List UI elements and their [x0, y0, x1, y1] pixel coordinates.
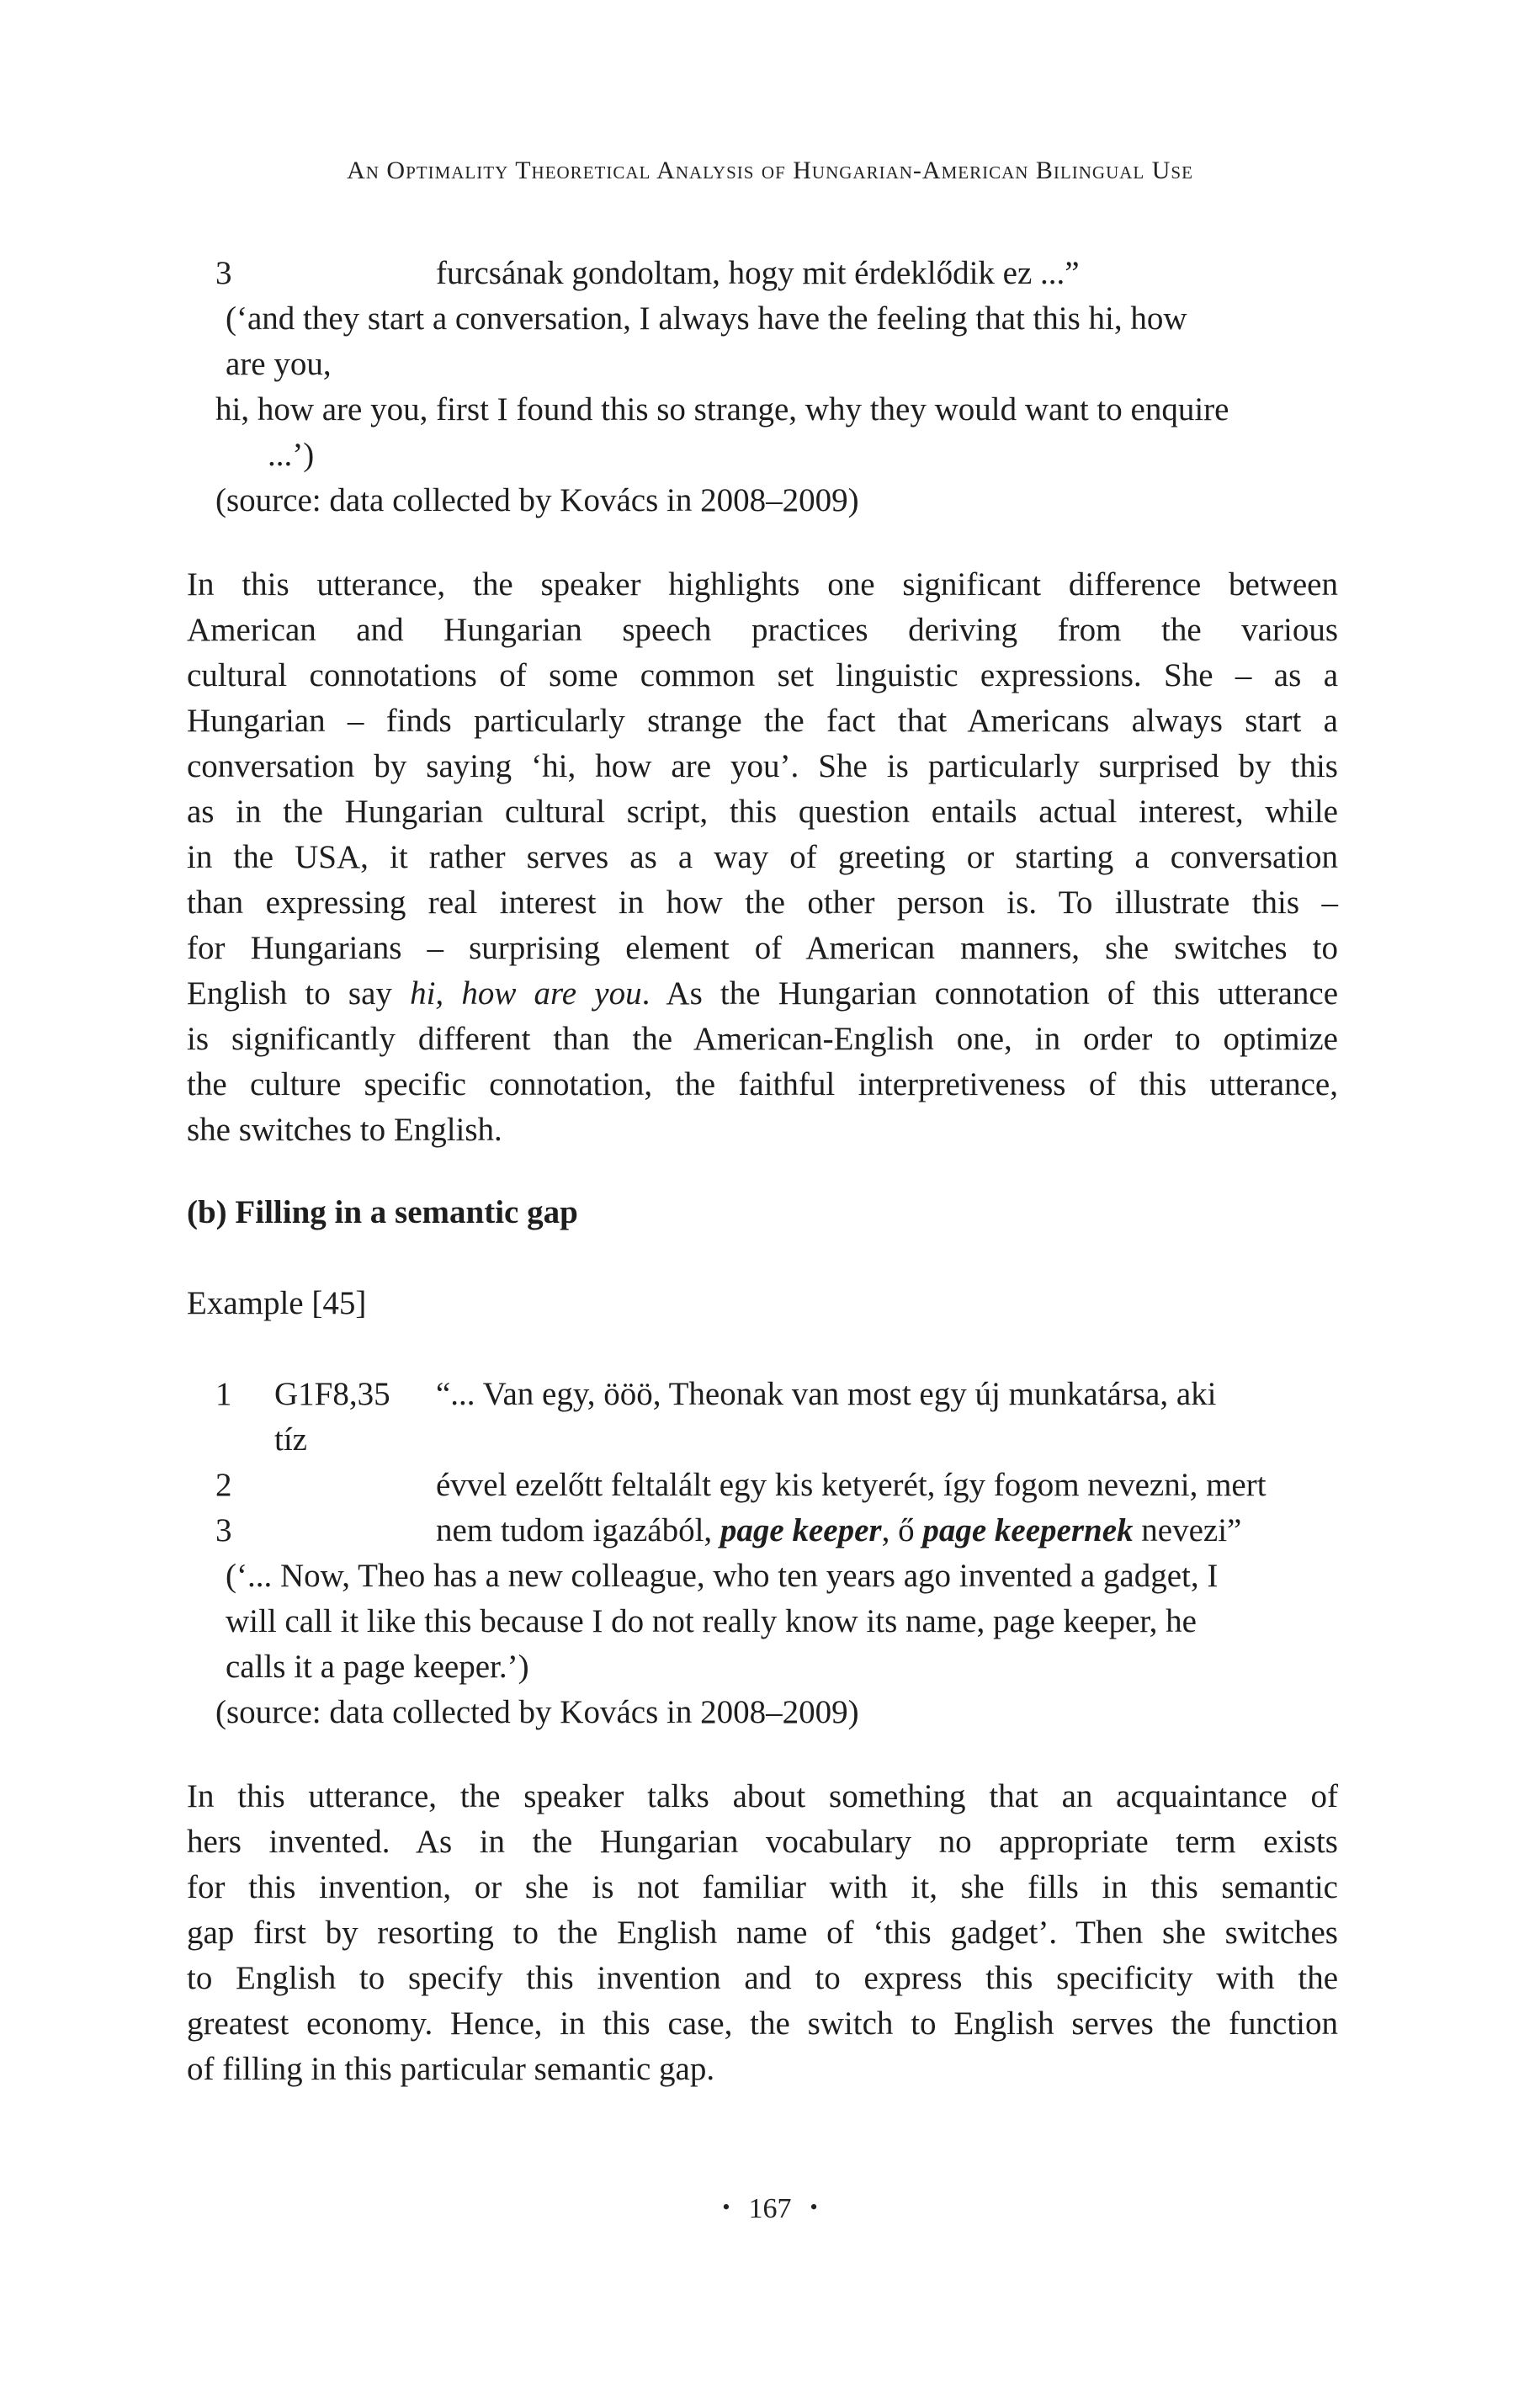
paragraph-line: hers invented. As in the Hungarian vocabulary no appropriate term exists — [187, 1824, 1338, 1860]
paragraph-line: greatest economy. Hence, in this case, the switch to English serves the function — [187, 2005, 1338, 2042]
bold-italic-term: page keepernek — [922, 1512, 1134, 1548]
bold-italic-term: page keeper — [720, 1512, 882, 1548]
transcript-top — [187, 251, 1338, 523]
paragraph-line: of filling in this particular semantic gap. — [187, 2051, 715, 2087]
paragraph-line — [187, 971, 1338, 1017]
text-span: . As the Hungarian connotation of this utterance — [641, 975, 1339, 1012]
paragraph-line: she switches to English. — [187, 1112, 502, 1148]
text-span: nem tudom igazából, — [436, 1512, 720, 1548]
italic-quote: hi, how are you — [410, 975, 642, 1012]
paragraph-line: In this utterance, the speaker talks about something that an acquaintance of — [187, 1778, 1338, 1814]
paragraph-line: conversation by saying ‘hi, how are you’. She is particularly surprised by this — [187, 748, 1338, 784]
page-number-value: 167 — [748, 2193, 792, 2224]
translation-line: ...’) — [268, 437, 315, 473]
page-number — [0, 2193, 1540, 2225]
bullet-ornament-icon: • — [810, 2195, 818, 2219]
paragraph-line: to English to specify this invention and to express this specificity with the — [187, 1960, 1338, 1996]
transcript-line — [187, 1463, 1338, 1508]
section-heading: (b) Filling in a semantic gap — [187, 1194, 578, 1230]
speaker-code: G1F8,35 — [274, 1376, 390, 1412]
paragraph-line: Hungarian – finds particularly strange the fact that Americans always start a — [187, 703, 1338, 739]
utterance-text: furcsának gondoltam, hogy mit érdeklődik ez ...” — [436, 255, 1080, 291]
line-number: 2 — [215, 1467, 232, 1503]
paragraph-line: gap first by resorting to the English name of ‘this gadget’. Then she switches — [187, 1915, 1338, 1951]
line-number: 3 — [215, 255, 232, 291]
text-span: English to say — [187, 975, 411, 1012]
body-paragraph-1 — [187, 562, 1338, 1153]
paragraph-line: is significantly different than the American-English one, in order to optimize — [187, 1021, 1338, 1057]
utterance-text: “... Van egy, ööö, Theonak van most egy új munkatársa, aki — [436, 1376, 1217, 1412]
text-span: , ő — [881, 1512, 923, 1548]
example-label: Example [45] — [187, 1285, 367, 1321]
line-number: 3 — [215, 1512, 232, 1548]
paragraph-line: In this utterance, the speaker highlights one significant difference between — [187, 566, 1338, 603]
transcript-bottom — [187, 1372, 1338, 1735]
paragraph-line: as in the Hungarian cultural script, this question entails actual interest, while — [187, 794, 1338, 830]
running-head: An Optimality Theoretical Analysis of Hungarian-American Bilingual Use — [347, 157, 1193, 184]
paragraph-line: cultural connotations of some common set linguistic expressions. She – as a — [187, 657, 1338, 693]
bullet-ornament-icon: • — [722, 2195, 730, 2219]
paragraph-line: the culture specific connotation, the faithful interpretiveness of this utterance, — [187, 1066, 1338, 1102]
line-number: 1 — [215, 1376, 232, 1412]
translation-line: (‘... Now, Theo has a new colleague, who ten years ago invented a gadget, I — [226, 1558, 1219, 1594]
source-citation: (source: data collected by Kovács in 2008–2009) — [215, 1694, 859, 1730]
translation-line: will call it like this because I do not really know its name, page keeper, he — [226, 1603, 1197, 1639]
translation-line: are you, — [226, 346, 332, 382]
paragraph-line: American and Hungarian speech practices deriving from the various — [187, 612, 1338, 648]
translation-line: hi, how are you, first I found this so strange, why they would want to enquire — [215, 391, 1229, 428]
paragraph-line: than expressing real interest in how the other person is. To illustrate this – — [187, 884, 1338, 921]
translation-line: (‘and they start a conversation, I always have the feeling that this hi, how — [226, 300, 1187, 337]
transcript-line — [187, 1372, 1338, 1417]
utterance-text — [436, 1508, 1241, 1554]
body-paragraph-2 — [187, 1774, 1338, 2092]
text-span: nevezi” — [1133, 1512, 1242, 1548]
paragraph-line: in the USA, it rather serves as a way of greeting or starting a conversation — [187, 839, 1338, 875]
paragraph-line: for Hungarians – surprising element of American manners, she switches to — [187, 930, 1338, 966]
transcript-line — [187, 1417, 1338, 1463]
translation-line: calls it a page keeper.’) — [226, 1649, 529, 1685]
transcript-line — [187, 251, 1338, 296]
source-citation: (source: data collected by Kovács in 2008–2009) — [215, 482, 859, 518]
utterance-wrap: tíz — [274, 1421, 307, 1458]
transcript-line — [187, 1508, 1338, 1554]
paragraph-line: for this invention, or she is not familiar with it, she fills in this semantic — [187, 1869, 1338, 1905]
utterance-text: évvel ezelőtt feltalált egy kis ketyerét, így fogom nevezni, mert — [436, 1467, 1267, 1503]
